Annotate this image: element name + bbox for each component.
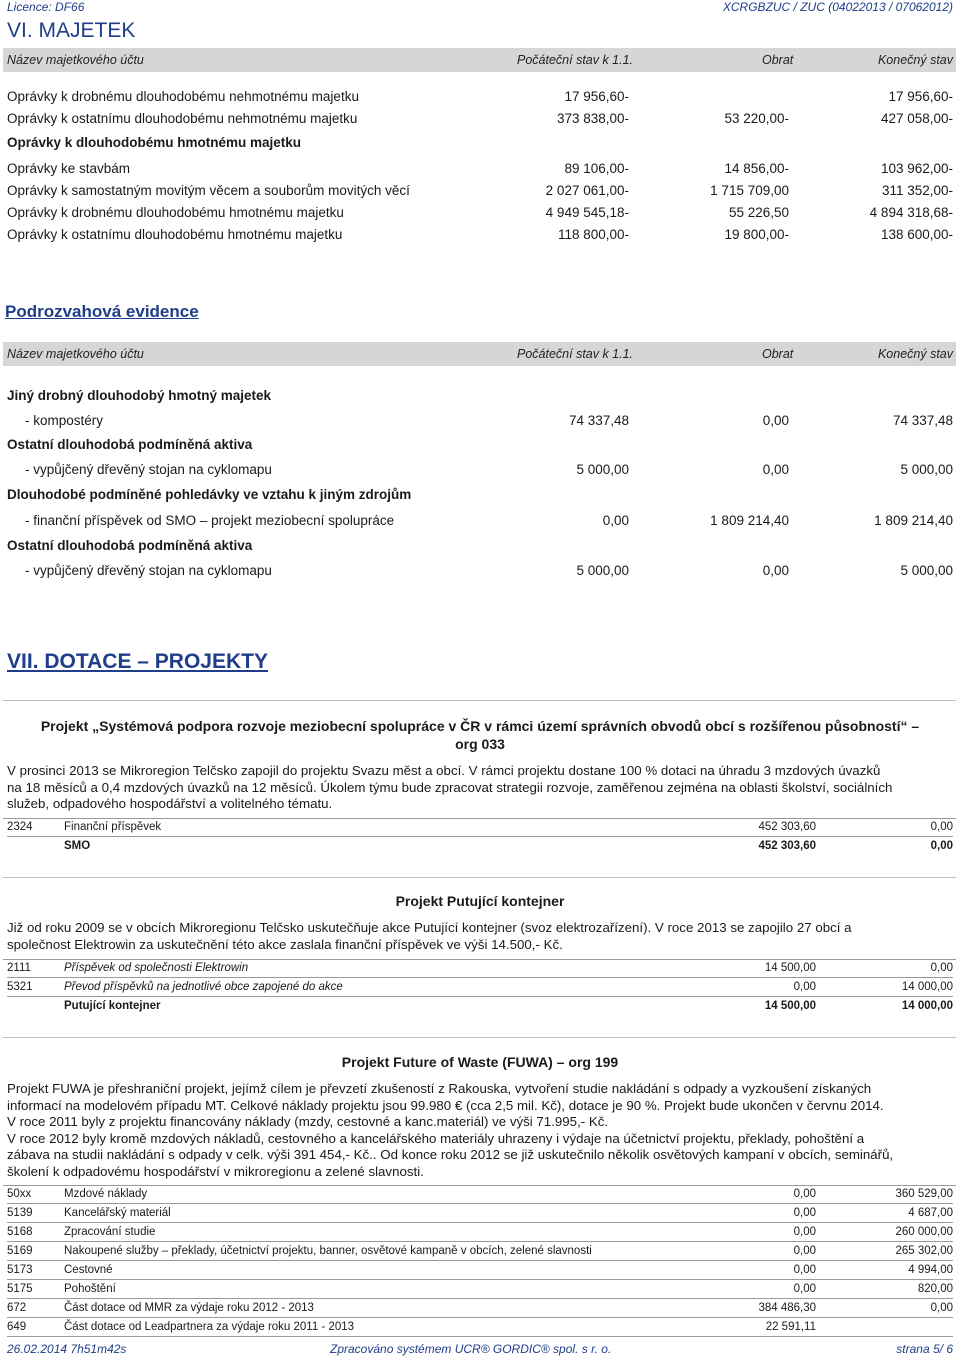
item-code: 5139 [7,1207,33,1219]
item-value-a: 0,00 [793,1188,816,1200]
col-start: Počáteční stav k 1.1. [517,53,634,67]
page-header [7,0,953,14]
turnover-value: 53 220,00- [724,111,789,126]
project1-description [7,763,953,813]
turnover-value: 0,00 [762,462,789,477]
col-account-name: Název majetkového účtu [7,53,144,67]
item-name: Část dotace od Leadpartnera za výdaje roku 2011 - 2013 [64,1321,355,1333]
turnover-value: 0,00 [762,563,789,578]
account-name: Oprávky ke stavbám [7,161,131,176]
item-code: 649 [7,1321,27,1333]
table-row [7,1262,953,1280]
start-value: 373 838,00- [556,111,629,126]
divider [3,700,956,701]
item-value-a: 14 500,00 [764,962,816,974]
table-sum-row [7,838,953,855]
item-code: 5169 [7,1245,33,1257]
turnover-value: 0,00 [762,413,789,428]
account-name: Oprávky k ostatnímu dlouhodobému hmotnému majetku [7,227,343,242]
account-name: - finanční příspěvek od SMO – projekt meziobecní spolupráce [25,513,395,528]
account-name: Jiný drobný dlouhodobý hmotný majetek [7,388,272,403]
podrozvaha-table-header [3,342,956,366]
col-turnover: Obrat [762,347,794,361]
section-title-podrozvaha: Podrozvahová evidence [5,302,199,321]
end-value: 138 600,00- [880,227,953,242]
item-code: 5173 [7,1264,33,1276]
start-value: 0,00 [602,513,629,528]
item-name: Mzdové náklady [64,1188,148,1200]
item-value-b: 4 687,00 [908,1207,953,1219]
project1-title-line2: org 033 [455,736,505,752]
table-row [7,227,953,247]
start-value: 17 956,60- [564,89,629,104]
account-name: Oprávky k drobnému dlouhodobému hmotnému majetku [7,205,344,220]
account-name: Dlouhodobé podmíněné pohledávky ve vztahu k jiným zdrojům [7,487,412,502]
item-code: 2111 [7,962,31,974]
table-row [7,960,953,978]
sum-name: SMO [64,840,91,852]
project3-title: Projekt Future of Waste (FUWA) – org 199 [341,1054,619,1070]
item-code: 5175 [7,1283,33,1295]
start-value: 118 800,00- [557,227,629,242]
paragraph-line: V roce 2011 byly z projektu financovány náklady (mzdy, cestovné a kanc.materiál) ve výši 71.995,- Kč. [7,1114,609,1129]
divider [3,877,956,878]
item-value-b: 4 994,00 [908,1264,953,1276]
sum-name: Putující kontejner [64,1000,161,1012]
footer-page: strana 5/ 6 [896,1342,953,1356]
end-value: 17 956,60- [888,89,953,104]
item-value-a: 0,00 [793,1264,816,1276]
account-name: Oprávky k drobnému dlouhodobému nehmotnému majetku [7,89,359,104]
col-end: Konečný stav [877,53,953,67]
start-value: 4 949 545,18- [545,205,629,220]
section-title-dotace: VII. DOTACE – PROJEKTY [7,650,268,673]
item-name: Příspěvek od společnosti Elektrowin [64,962,249,974]
start-value: 74 337,48 [568,413,629,428]
item-name: Finanční příspěvek [64,821,162,833]
end-value: 1 809 214,40 [874,513,953,528]
item-code: 5321 [7,981,33,993]
item-value-a: 0,00 [793,1283,816,1295]
licence-text: Licence: DF66 [7,0,85,14]
paragraph-line: služeb, odpadového hospodářství a volitelného tématu. [7,796,333,811]
paragraph-line: Projekt FUWA je přeshraniční projekt, jejímž cílem je převzetí zkušeností z Rakouska, vytvoření studie nakládání s odpady a vyzkoušení získaných [7,1081,872,1096]
start-value: 5 000,00 [576,563,629,578]
table-row [7,205,953,225]
majetek-table-header [3,48,956,72]
item-value-a: 0,00 [793,1207,816,1219]
item-code: 2324 [7,821,33,833]
item-value-b: 0,00 [930,962,953,974]
end-value: 5 000,00 [900,563,953,578]
start-value: 2 027 061,00- [545,183,629,198]
end-value: 311 352,00- [881,183,953,198]
sum-value-b: 0,00 [930,840,953,852]
section-title-majetek: VI. MAJETEK [7,19,136,42]
item-name: Nakoupené služby – překlady, účetnictví projektu, banner, osvětové kampaně v obcích, zelené slavnosti [64,1245,592,1257]
item-value-b: 14 000,00 [901,981,953,993]
turnover-value: 55 226,50 [728,205,789,220]
document-code: XCRGBZUC / ZUC (04022013 / 07062012) [722,0,953,14]
footer-date: 26.02.2014 7h51m42s [7,1342,127,1356]
item-value-b: 820,00 [917,1283,953,1295]
table-row [7,819,953,837]
table-row [7,1186,953,1204]
account-name: - vypůjčený dřevěný stojan na cyklomapu [25,462,272,477]
paragraph-line: na 18 měsíců a 0,4 mzdových úvazků na 12 měsíců. Úkolem týmu bude zpracovat strategii rozvoje, zaměřenou zejména na oblasti školství, sociálních [7,779,893,795]
table-row [7,1205,953,1223]
paragraph-line: školení k odpadovému hospodářství v mikroregionu a zelené slavnosti. [7,1163,424,1179]
table-row [7,388,953,408]
col-end: Konečný stav [877,347,953,361]
item-code: 50xx [7,1188,32,1200]
table-row [7,487,953,507]
paragraph-line: V prosinci 2013 se Mikroregion Telčsko zapojil do projektu Svazu měst a obcí. V rámci projektu dostane 100 % dotaci na úhradu 3 mzdových úvazků [7,763,881,778]
item-value-a: 0,00 [793,1245,816,1257]
table-row [7,1300,953,1318]
account-name: Oprávky k samostatným movitým věcem a souborům movitých věcí [7,183,410,198]
table-row [7,89,953,109]
paragraph-line: společnost Elektrowin za uskutečnění této akce zaslala finanční příspěvek ve výši 14.500,- Kč. [7,936,563,952]
start-value: 89 106,00- [564,161,629,176]
item-value-a: 0,00 [793,1226,816,1238]
table-row [7,135,953,155]
col-turnover: Obrat [762,53,794,67]
table-row [7,111,953,131]
item-value-b: 0,00 [930,1302,953,1314]
account-name: Ostatní dlouhodobá podmíněná aktiva [7,437,253,452]
item-name: Cestovné [64,1264,113,1276]
sum-value-b: 14 000,00 [901,1000,953,1012]
item-value-a: 0,00 [793,981,816,993]
table-row [7,513,953,533]
col-account-name: Název majetkového účtu [7,347,144,361]
table-row [7,183,953,203]
account-name: Oprávky k dlouhodobému hmotnému majetku [7,135,302,150]
item-name: Převod příspěvků na jednotlivé obce zapojené do akce [64,981,343,993]
paragraph-line: informací na modelovém případu MT. Celkové náklady projektu jsou 99.980 € (cca 2,5 mil. Kč), dotace je 90 %. Projekt bude ukončen v červnu 2014. [7,1097,884,1113]
item-code: 5168 [7,1226,33,1238]
col-start: Počáteční stav k 1.1. [517,347,634,361]
item-name: Část dotace od MMR za výdaje roku 2012 - 2013 [64,1302,314,1314]
table-row [7,161,953,181]
item-code: 672 [7,1302,27,1314]
item-value-b: 0,00 [930,821,953,833]
end-value: 4 894 318,68- [869,205,953,220]
item-name: Pohoštění [64,1283,116,1295]
table-row [7,413,953,433]
project1-title-line1: Projekt „Systémová podpora rozvoje meziobecní spolupráce v ČR v rámci území správních obvodů obcí s rozšířenou působností“ – [40,718,920,734]
page-footer [7,1342,953,1356]
account-name: - vypůjčený dřevěný stojan na cyklomapu [25,563,272,578]
turnover-value: 19 800,00- [724,227,789,242]
turnover-value: 1 809 214,40 [710,513,789,528]
table-row [7,437,953,457]
end-value: 5 000,00 [900,462,953,477]
table-row [7,462,953,482]
end-value: 103 962,00- [880,161,953,176]
table-row [7,563,953,583]
footer-system: Zpracováno systémem UCR® GORDIC® spol. s r. o. [330,1342,612,1356]
paragraph-line: zábava na studii nakládání s odpady v celk. výši 391 454,- Kč.. Od konce roku 2012 se již uskutečnilo několik osvětových kampaní v obcích, seminářů, [7,1147,894,1162]
item-name: Zpracování studie [64,1226,156,1238]
turnover-value: 14 856,00- [724,161,789,176]
table-row [7,979,953,997]
table-sum-row [7,998,953,1015]
divider [3,1037,956,1038]
paragraph-line: Již od roku 2009 se v obcích Mikroregionu Telčsko uskutečňuje akce Putující kontejner (svoz elektrozařízení). V roce 2013 se zapojilo 27 obcí a [7,920,852,935]
account-name: - kompostéry [25,413,104,428]
table-row [7,538,953,558]
project3-description [7,1081,953,1180]
sum-value-a: 14 500,00 [764,1000,816,1012]
item-value-a: 22 591,11 [765,1321,816,1333]
item-name: Kancelářský materiál [64,1207,171,1219]
item-value-b: 265 302,00 [895,1245,953,1257]
table-row [7,1243,953,1261]
end-value: 427 058,00- [880,111,953,126]
turnover-value: 1 715 709,00 [710,183,789,198]
item-value-a: 452 303,60 [758,821,816,833]
account-name: Ostatní dlouhodobá podmíněná aktiva [7,538,253,553]
table-row [7,1224,953,1242]
end-value: 74 337,48 [892,413,953,428]
account-name: Oprávky k ostatnímu dlouhodobému nehmotnému majetku [7,111,358,126]
table-row [7,1281,953,1299]
project2-description [7,920,953,953]
project2-title: Projekt Putující kontejner [395,893,565,909]
item-value-a: 384 486,30 [758,1302,816,1314]
item-value-b: 260 000,00 [895,1226,953,1238]
start-value: 5 000,00 [576,462,629,477]
table-row [7,1319,953,1337]
sum-value-a: 452 303,60 [758,840,816,852]
paragraph-line: V roce 2012 byly kromě mzdových nákladů, cestovného a kancelářského materiály uhrazeny i výdaje na účetnictví projektu, překlady, pohoštění a [7,1130,865,1146]
item-value-b: 360 529,00 [895,1188,953,1200]
